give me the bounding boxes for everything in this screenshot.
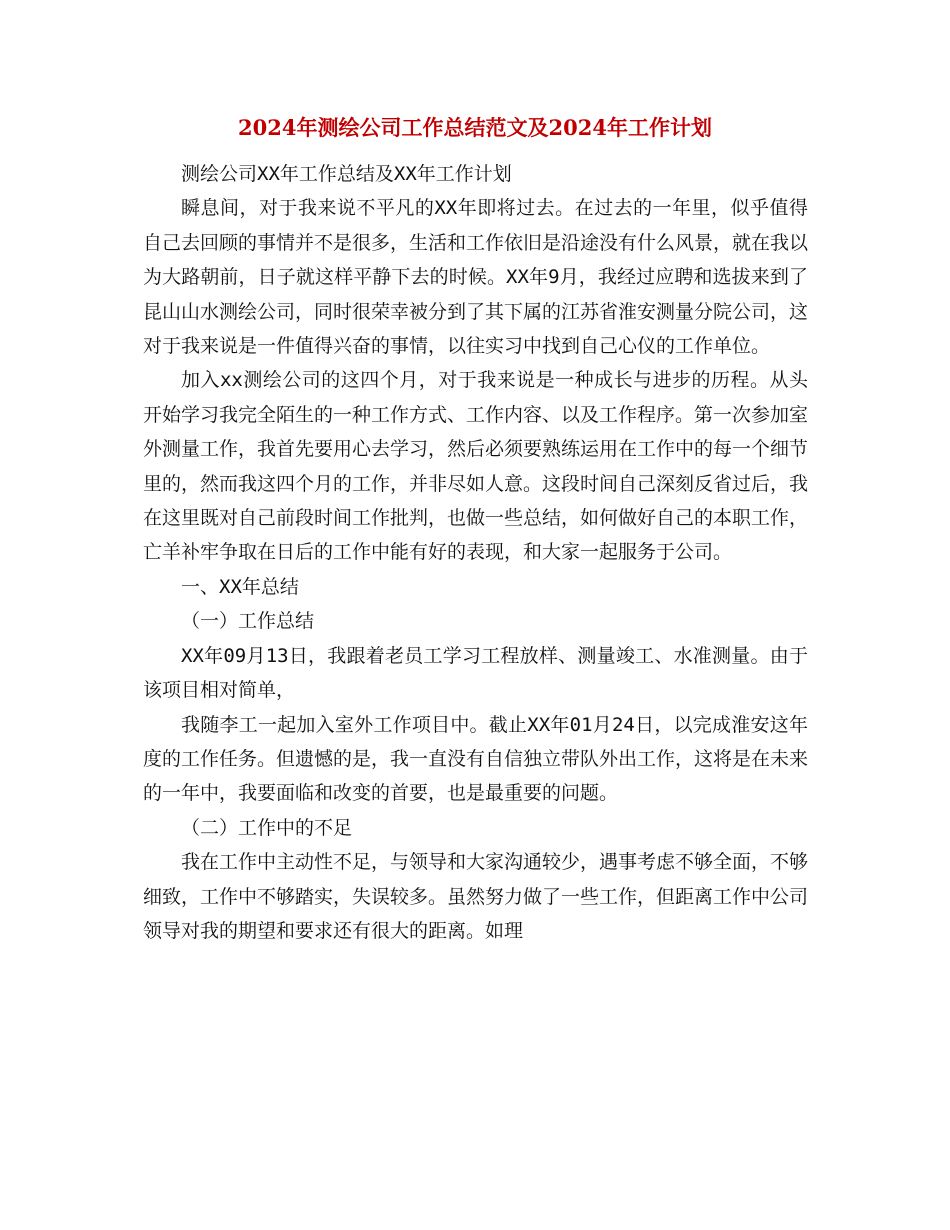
document-body <box>143 157 808 948</box>
body-paragraph: 加入xx测绘公司的这四个月，对于我来说是一种成长与进步的历程。从头开始学习我完全陌生的一种工作方式、工作内容、以及工作程序。第一次参加室外测量工作，我首先要用心去学习，然后必须要熟练运用在工作中的每一个细节里的，然而我这四个月的工作，并非尽如人意。这段时间自己深刻反省过后，我在这里既对自己前段时间工作批判，也做一些总结，如何做好自己的本职工作，亡羊补牢争取在日后的工作中能有好的表现，和大家一起服务于公司。 <box>143 369 809 564</box>
subsection-heading: （一）工作总结 <box>181 610 315 633</box>
subsection-heading: （二）工作中的不足 <box>181 816 353 839</box>
body-paragraph: XX年09月13日，我跟着老员工学习工程放样、测量竣工、水准测量。由于该项目相对简单， <box>143 644 808 702</box>
subtitle-paragraph: 测绘公司XX年工作总结及XX年工作计划 <box>181 163 512 185</box>
body-paragraph: 瞬息间，对于我来说不平凡的XX年即将过去。在过去的一年里，似乎值得自己去回顾的事情并不是很多，生活和工作依旧是沿途没有什么风景，就在我以为大路朝前，日子就这样平静下去的时候。XX年9月，我经过应聘和选拔来到了昆山山水测绘公司，同时很荣幸被分到了其下属的江苏省淮安测量分院公司，这对于我来说是一件值得兴奋的事情，以往实习中找到自己心仪的工作单位。 <box>143 197 809 358</box>
document-title: 2024年测绘公司工作总结范文及2024年工作计划 <box>238 115 712 140</box>
body-paragraph: 我随李工一起加入室外工作项目中。截止XX年01月24日，以完成淮安这年度的工作任务。但遗憾的是，我一直没有自信独立带队外出工作，这将是在未来的一年中，我要面临和改变的首要，也是最重要的问题。 <box>143 713 809 805</box>
section-heading: 一、XX年总结 <box>181 575 299 598</box>
body-paragraph: 我在工作中主动性不足，与领导和大家沟通较少，遇事考虑不够全面，不够细致，工作中不够踏实，失误较多。虽然努力做了一些工作，但距离工作中公司领导对我的期望和要求还有很大的距离。如理 <box>143 851 809 942</box>
